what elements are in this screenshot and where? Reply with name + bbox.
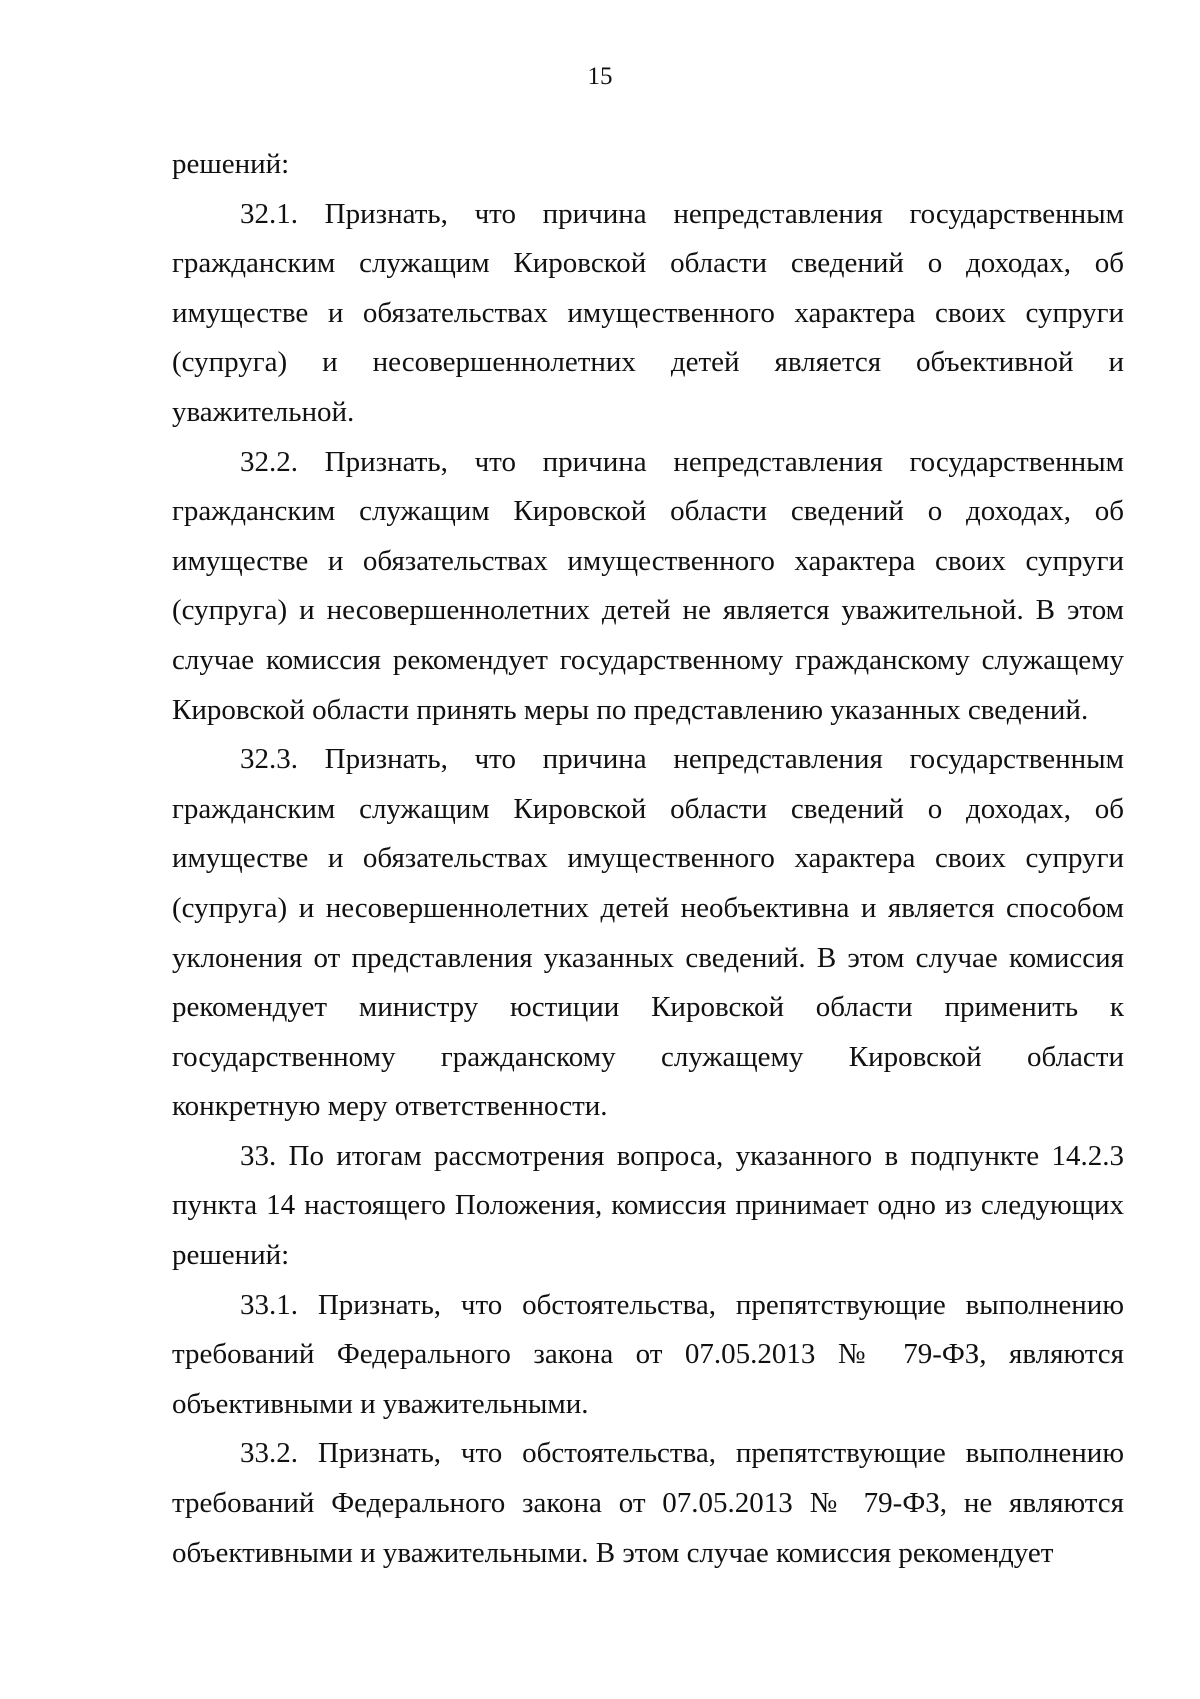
paragraph-32-3: 32.3. Признать, что причина непредставления государственным гражданским служащим Кировской области сведений о доходах, об имуществе и обязательствах имущественного характера своих супруги (супруга) и несовершеннолетних детей необъективна и является способом уклонения от представления указанных сведений. В этом случае комиссия рекомендует министру юстиции Кировской области применить к государственному гражданскому служащему Кировской области конкретную меру ответственности.	[172, 743, 1124, 1123]
paragraph-32-2: 32.2. Признать, что причина непредставления государственным гражданским служащим Кировской области сведений о доходах, об имуществе и обязательствах имущественного характера своих супруги (супруга) и несовершеннолетних детей не является уважительной. В этом случае комиссия рекомендует государственному гражданскому служащему Кировской области принять меры по представлению указанных сведений.	[172, 445, 1124, 726]
page-number: 15	[587, 63, 613, 90]
paragraph-33-2: 33.2. Признать, что обстоятельства, препятствующие выполнению требований Федерального закона от 07.05.2013 № 79-ФЗ, не являются объективными и уважительными. В этом случае комиссия рекомендует	[172, 1437, 1124, 1569]
paragraph-33-1: 33.1. Признать, что обстоятельства, препятствующие выполнению требований Федерального закона от 07.05.2013 № 79-ФЗ, являются объективными и уважительными.	[172, 1288, 1124, 1420]
paragraph-continuation: решений:	[172, 148, 290, 180]
paragraph-33: 33. По итогам рассмотрения вопроса, указанного в подпункте 14.2.3 пункта 14 настоящего Положения, комиссия принимает одно из следующих решений:	[172, 1139, 1124, 1272]
paragraph-32-1: 32.1. Признать, что причина непредставления государственным гражданским служащим Кировской области сведений о доходах, об имуществе и обязательствах имущественного характера своих супруги (супруга) и несовершеннолетних детей является объективной и уважительной.	[172, 197, 1124, 428]
document-body	[172, 140, 1124, 1578]
